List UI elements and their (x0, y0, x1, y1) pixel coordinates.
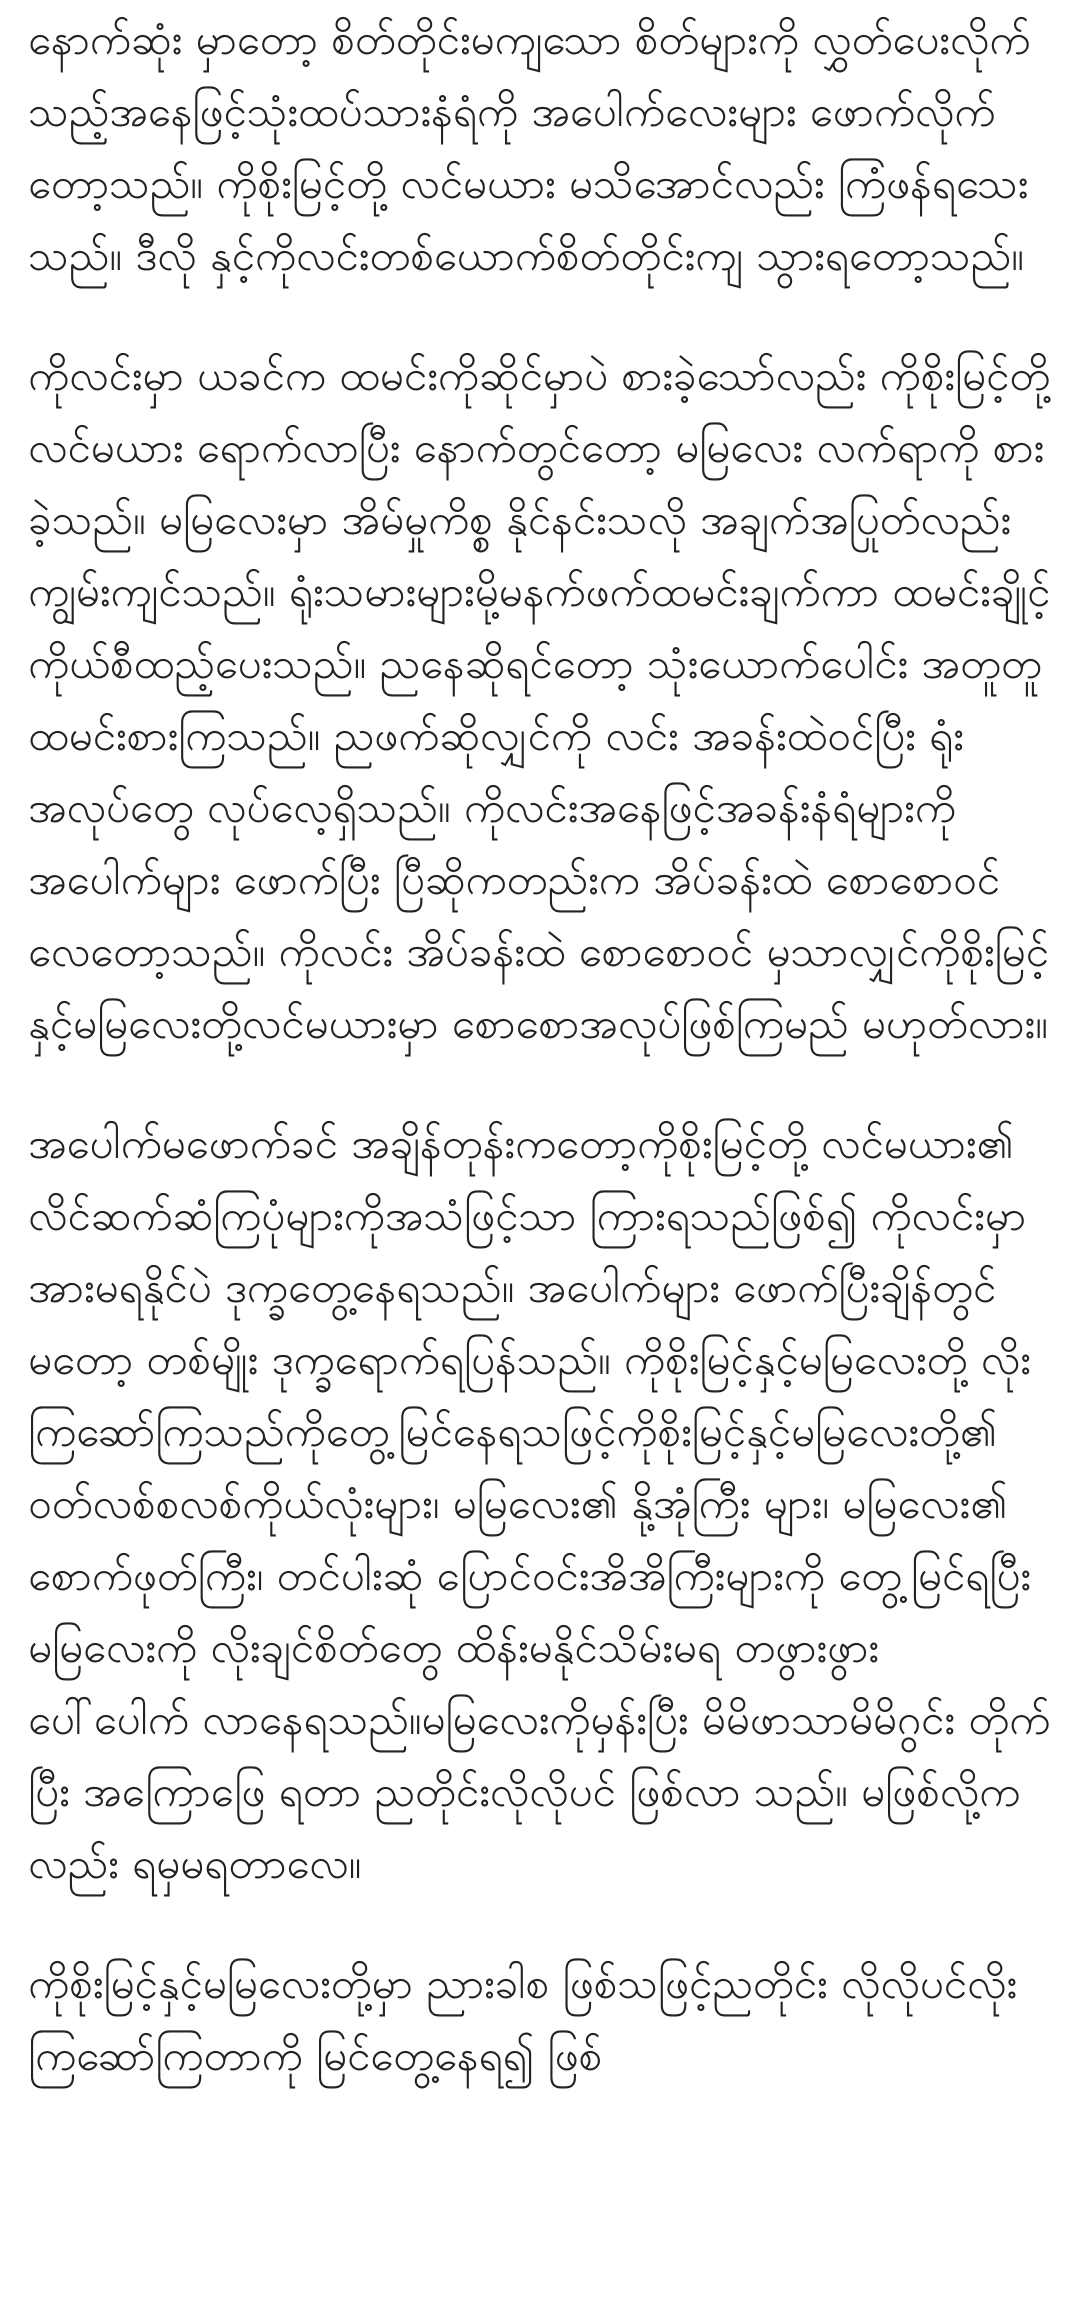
paragraph-3: အပေါက်မဖောက်ခင် အချိန်တုန်းကတော့ကိုစိုးမြင့်တို့ လင်မယား၏ လိင်ဆက်ဆံကြပုံများကိုအသံဖြင့်သာ ကြားရသည်ဖြစ်၍ ကိုလင်းမှာ အားမရနိုင်ပဲ ဒုက္ခတွေ့နေရသည်။ အပေါက်များ ဖောက်ပြီးချိန်တွင်မတော့ တစ်မျိုး ဒုက္ခရောက်ရပြန်သည်။ ကိုစိုးမြင့်နှင့်မမြလေးတို့ လိုးကြဆော်ကြသည်ကိုတွေ့မြင်နေရသဖြင့်ကိုစိုးမြင့်နှင့်မမြလေးတို့၏ ဝတ်လစ်စလစ်ကိုယ်လုံးများ၊ မမြလေး၏ နို့အုံကြီး များ၊ မမြလေး၏ စောက်ဖုတ်ကြီး၊ တင်ပါးဆုံ ပြောင်ဝင်းအိအိကြီးများကို တွေ့မြင်ရပြီး မမြလေးကို လိုးချင်စိတ်တွေ ထိန်းမနိုင်သိမ်းမရ တဖွားဖွား ပေါ်ပေါက် လာနေရသည်။မမြလေးကိုမှန်းပြီး မိမိဖာသာမိမိဂွင်း တိုက်ပြီး အကြောဖြေ ရတာ ညတိုင်းလိုလိုပင် ဖြစ်လာ သည်။ မဖြစ်လို့ကလည်း ရမှမရတာလေ။ (28, 1119, 1051, 1888)
paragraph-4: ကိုစိုးမြင့်နှင့်မမြလေးတို့မှာ ညားခါစ ဖြစ်သဖြင့်ညတိုင်း လိုလိုပင်လိုးကြဆော်ကြတာကို မြင်တွေ့နေရ၍ ဖြစ် (28, 1959, 1017, 2080)
paragraph-2: ကိုလင်းမှာ ယခင်က ထမင်းကိုဆိုင်မှာပဲ စားခဲ့သော်လည်း ကိုစိုးမြင့်တို့လင်မယား ရောက်လာပြီး နောက်တွင်တော့ မမြလေး လက်ရာကို စားခဲ့သည်။ မမြလေးမှာ အိမ်မှုကိစ္စ နိုင်နင်းသလို အချက်အပြုတ်လည်း ကျွမ်းကျင်သည်။ ရုံးသမားများမို့မနက်ဖက်ထမင်းချက်ကာ ထမင်းချိုင့်ကိုယ်စီထည့်ပေးသည်။ ညနေဆိုရင်တော့ သုံးယောက်ပေါင်း အတူတူထမင်းစားကြသည်။ ညဖက်ဆိုလျှင်ကို လင်း အခန်းထဲဝင်ပြီး ရုံးအလုပ်တွေ လုပ်လေ့ရှိသည်။ ကိုလင်းအနေဖြင့်အခန်းနံရံများကို အပေါက်များ ဖောက်ပြီး ပြီဆိုကတည်းက အိပ်ခန်းထဲ စောစောဝင်လေတော့သည်။ ကိုလင်း အိပ်ခန်းထဲ စောစောဝင် မှသာလျှင်ကိုစိုးမြင့်နှင့်မမြလေးတို့လင်မယားမှာ စောစောအလုပ်ဖြစ်ကြမည် မဟုတ်လား။ (28, 351, 1051, 1048)
paragraph-1: နောက်ဆုံး မှာတော့ စိတ်တိုင်းမကျသော စိတ်များကို လွှတ်ပေးလိုက်သည့်အနေဖြင့်သုံးထပ်သားနံရံကို အပေါက်လေးများ ဖောက်လိုက်တော့သည်။ ကိုစိုးမြင့်တို့ လင်မယား မသိအောင်လည်း ကြံဖန်ရသေးသည်။ ဒီလို နှင့်ကိုလင်းတစ်ယောက်စိတ်တိုင်းကျ သွားရတော့သည်။ (28, 15, 1031, 280)
